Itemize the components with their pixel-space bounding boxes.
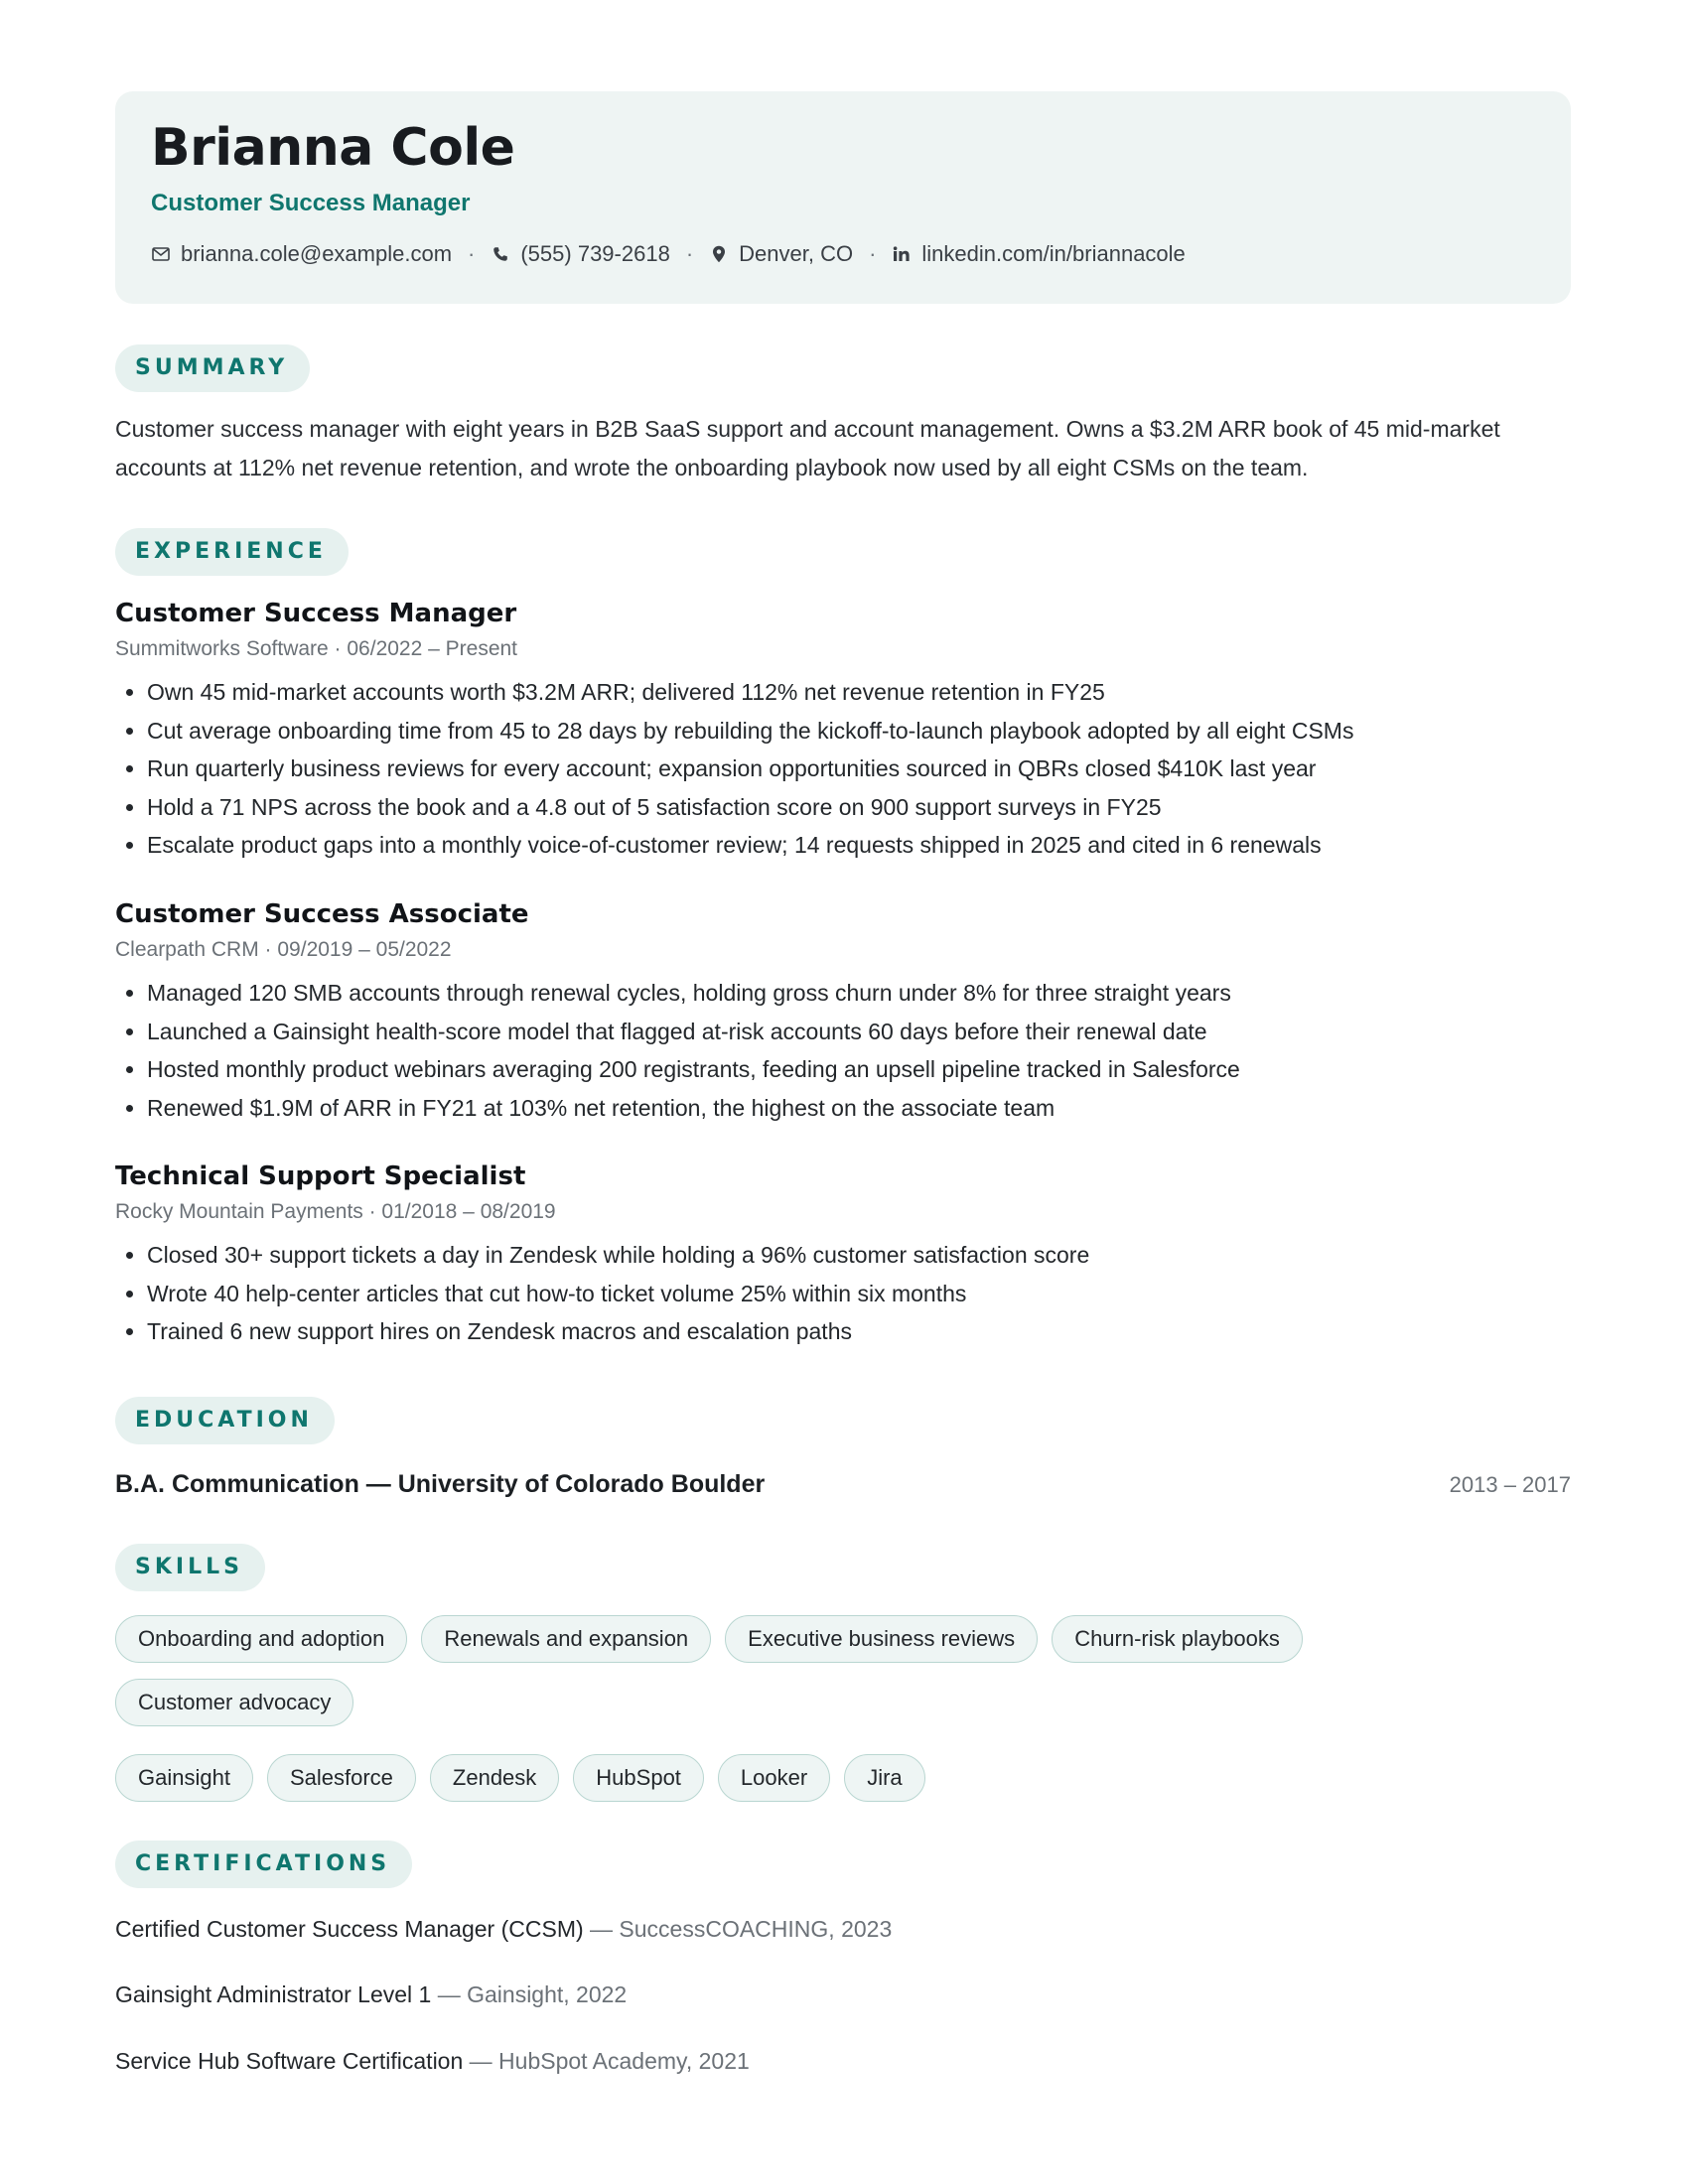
list-item: • Managed 120 SMB accounts through renewal cycles, holding gross churn under 8% for three straight years bbox=[147, 974, 1571, 1013]
list-item: • Run quarterly business reviews for every account; expansion opportunities sourced in QBRs closed $410K last year bbox=[147, 750, 1571, 788]
contact-linkedin[interactable] bbox=[892, 240, 1185, 268]
job-title: Customer Success Associate bbox=[115, 899, 529, 929]
certification-issuer: — Gainsight, 2022 bbox=[437, 1981, 628, 2007]
job-title: Customer Success Manager bbox=[115, 599, 517, 628]
contact-phone[interactable] bbox=[491, 240, 669, 268]
certification-name: Service Hub Software Certification bbox=[115, 2048, 464, 2074]
section-heading-skills: SKILLS bbox=[115, 1544, 265, 1591]
job-bullets bbox=[115, 1236, 1571, 1351]
section-heading-experience: EXPERIENCE bbox=[115, 528, 349, 576]
list-item: • Trained 6 new support hires on Zendesk macros and escalation paths bbox=[147, 1312, 1571, 1351]
job-entry bbox=[115, 1160, 1571, 1351]
job-title: Technical Support Specialist bbox=[115, 1161, 526, 1191]
resume-header bbox=[115, 91, 1571, 304]
section-heading-certifications: CERTIFICATIONS bbox=[115, 1841, 412, 1888]
list-item: • Hosted monthly product webinars averaging 200 registrants, feeding an upsell pipeline tracked in Salesforce bbox=[147, 1050, 1571, 1089]
contact-location bbox=[709, 240, 853, 268]
tool-chip: Gainsight bbox=[115, 1754, 253, 1802]
candidate-name: Brianna Cole bbox=[151, 118, 515, 178]
linkedin-icon bbox=[892, 244, 912, 264]
summary-section bbox=[115, 344, 1571, 487]
phone-icon bbox=[491, 244, 510, 264]
contact-separator: · bbox=[869, 241, 877, 266]
certification-name: Gainsight Administrator Level 1 bbox=[115, 1981, 432, 2007]
list-item: • Cut average onboarding time from 45 to 28 days by rebuilding the kickoff-to-launch playbook adopted by all eight CSMs bbox=[147, 712, 1571, 751]
contact-separator: · bbox=[468, 241, 476, 266]
candidate-headline: Customer Success Manager bbox=[151, 190, 471, 216]
contact-line bbox=[151, 240, 1535, 268]
skill-chips bbox=[115, 1615, 1446, 1726]
tool-chip: HubSpot bbox=[573, 1754, 704, 1802]
contact-separator: · bbox=[685, 241, 694, 266]
resume-page bbox=[115, 91, 1571, 2074]
phone-text: (555) 739-2618 bbox=[520, 241, 670, 266]
skill-chip: Renewals and expansion bbox=[421, 1615, 711, 1663]
experience-section bbox=[115, 528, 1571, 576]
tool-chips bbox=[115, 1754, 1446, 1802]
certification-issuer: — SuccessCOACHING, 2023 bbox=[590, 1916, 893, 1942]
list-item: • Renewed $1.9M of ARR in FY21 at 103% net retention, the highest on the associate team bbox=[147, 1089, 1571, 1128]
skill-chip: Customer advocacy bbox=[115, 1679, 353, 1726]
job-entry bbox=[115, 898, 1571, 1127]
location-pin-icon bbox=[709, 244, 729, 264]
job-bullets bbox=[115, 673, 1571, 865]
email-text: brianna.cole@example.com bbox=[181, 241, 453, 266]
tool-chip: Salesforce bbox=[267, 1754, 416, 1802]
job-meta: Summitworks Software · 06/2022 – Present bbox=[115, 637, 518, 660]
certification-issuer: — HubSpot Academy, 2021 bbox=[469, 2048, 750, 2074]
list-item: • Own 45 mid-market accounts worth $3.2M ARR; delivered 112% net revenue retention in FY25 bbox=[147, 673, 1571, 712]
list-item: • Closed 30+ support tickets a day in Zendesk while holding a 96% customer satisfaction score bbox=[147, 1236, 1571, 1275]
education-degree: B.A. Communication — University of Colorado Boulder bbox=[115, 1470, 766, 1498]
list-item: • Hold a 71 NPS across the book and a 4.8 out of 5 satisfaction score on 900 support surveys in FY25 bbox=[147, 788, 1571, 827]
section-heading-education: EDUCATION bbox=[115, 1397, 335, 1444]
certifications-section bbox=[115, 1841, 1571, 1888]
list-item: • Launched a Gainsight health-score model that flagged at-risk accounts 60 days before their renewal date bbox=[147, 1013, 1571, 1051]
linkedin-text: linkedin.com/in/briannacole bbox=[921, 241, 1186, 266]
job-meta: Clearpath CRM · 09/2019 – 05/2022 bbox=[115, 938, 452, 961]
skill-chip: Executive business reviews bbox=[725, 1615, 1038, 1663]
summary-text: Customer success manager with eight years in B2B SaaS support and account management. Owns a $3.2M ARR book of 45 mid-market accounts at 112% net revenue retention, and wrote the onboarding playbook now used by all eight CSMs on the team. bbox=[115, 416, 1500, 480]
section-heading-summary: SUMMARY bbox=[115, 344, 310, 392]
tool-chip: Looker bbox=[718, 1754, 830, 1802]
job-bullets bbox=[115, 974, 1571, 1127]
skills-section bbox=[115, 1544, 1571, 1802]
location-text: Denver, CO bbox=[739, 241, 854, 266]
mail-icon bbox=[151, 244, 171, 264]
education-section bbox=[115, 1397, 1571, 1499]
skill-chip: Onboarding and adoption bbox=[115, 1615, 407, 1663]
contact-email[interactable] bbox=[151, 240, 452, 268]
skill-chip: Churn-risk playbooks bbox=[1052, 1615, 1303, 1663]
education-years: 2013 – 2017 bbox=[1449, 1472, 1571, 1497]
certification-name: Certified Customer Success Manager (CCSM) bbox=[115, 1916, 584, 1942]
education-entry bbox=[115, 1470, 1571, 1499]
certification-item bbox=[115, 1914, 1571, 1944]
tool-chip: Jira bbox=[844, 1754, 924, 1802]
list-item: • Escalate product gaps into a monthly voice-of-customer review; 14 requests shipped in 2025 and cited in 6 renewals bbox=[147, 826, 1571, 865]
list-item: • Wrote 40 help-center articles that cut how-to ticket volume 25% within six months bbox=[147, 1275, 1571, 1313]
tool-chip: Zendesk bbox=[430, 1754, 559, 1802]
job-entry bbox=[115, 598, 1571, 865]
certification-item bbox=[115, 2046, 1571, 2076]
job-meta: Rocky Mountain Payments · 01/2018 – 08/2019 bbox=[115, 1200, 556, 1223]
certification-item bbox=[115, 1979, 1571, 2009]
